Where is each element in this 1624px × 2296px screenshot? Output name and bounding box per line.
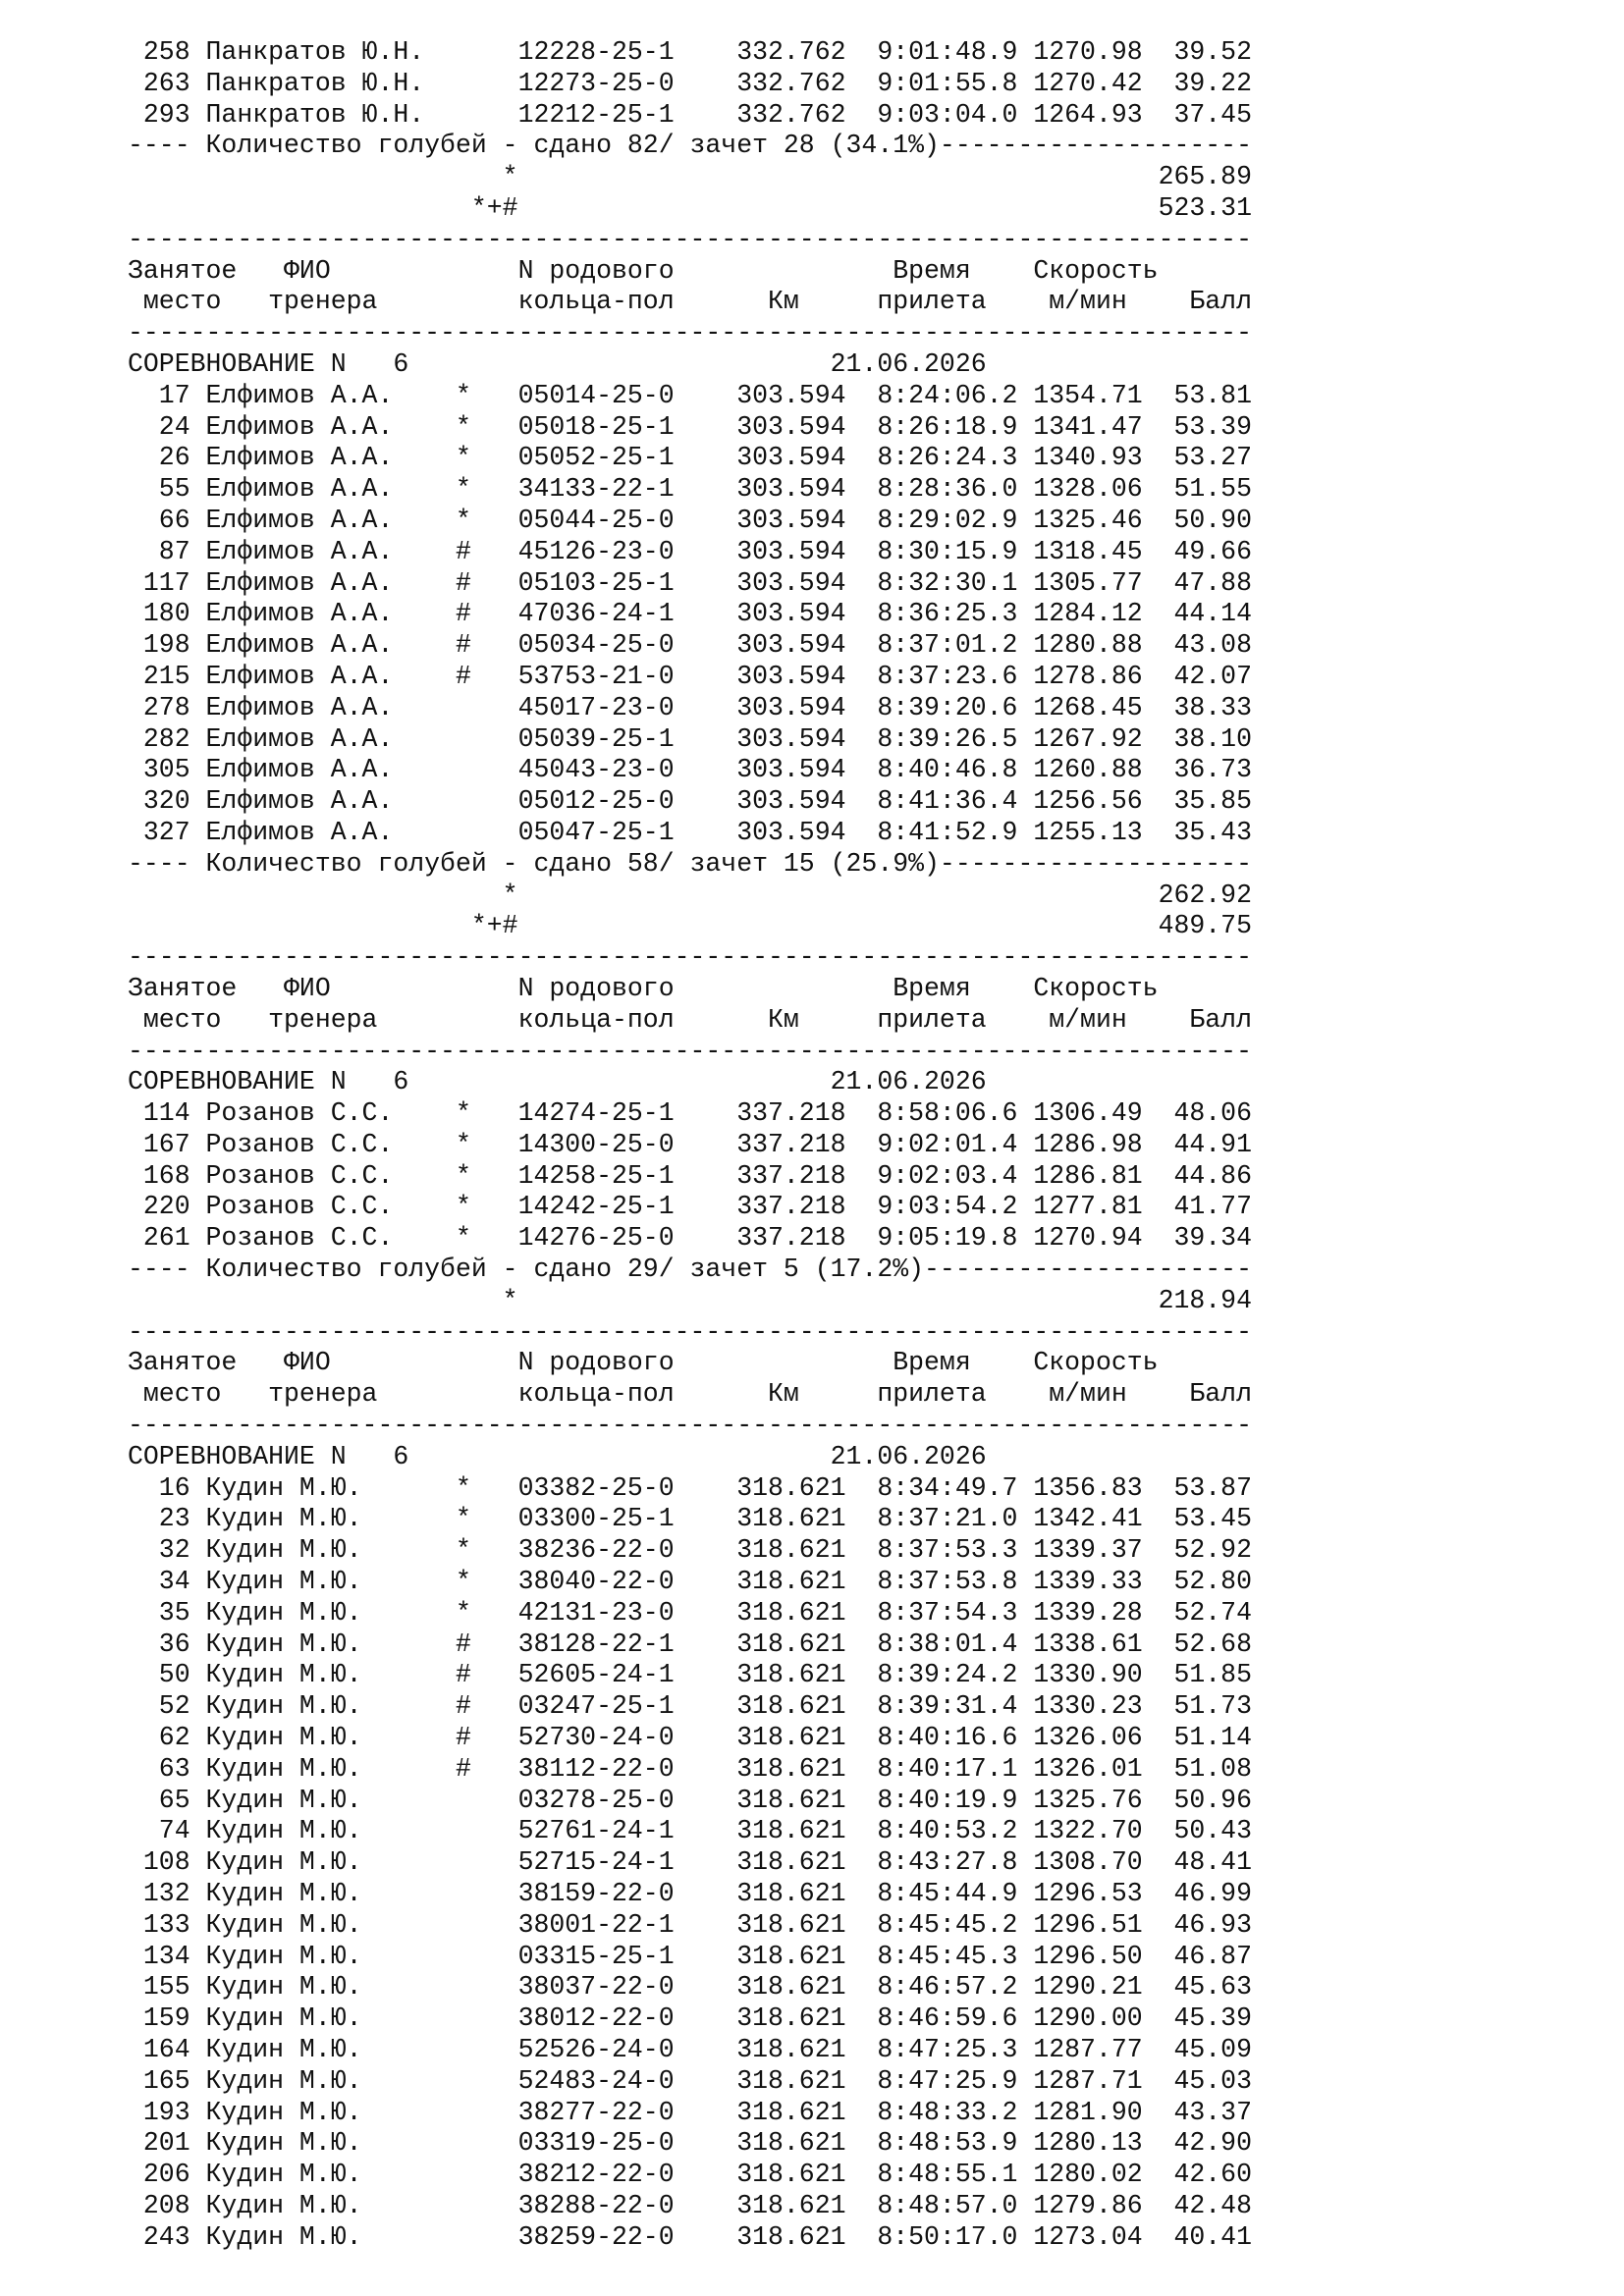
column-header-line: Занятое ФИО N родового Время Скорость (128, 1348, 1159, 1378)
result-row: 206 Кудин М.Ю. 38212-22-0 318.621 8:48:55.1 1280.02 42.60 (128, 2160, 1252, 2190)
result-row: 23 Кудин М.Ю. * 03300-25-1 318.621 8:37:21.0 1342.41 53.45 (128, 1504, 1252, 1534)
printout-page (128, 37, 1252, 2254)
result-row: 32 Кудин М.Ю. * 38236-22-0 318.621 8:37:53.3 1339.37 52.92 (128, 1535, 1252, 1566)
result-row: 87 Елфимов А.А. # 45126-23-0 303.594 8:30:15.9 1318.45 49.66 (128, 536, 1252, 566)
total-line: *+# 523.31 (128, 192, 1252, 223)
result-row: 208 Кудин М.Ю. 38288-22-0 318.621 8:48:57.0 1279.86 42.48 (128, 2190, 1252, 2220)
separator-line: ------------------------------------------------------------------------ (128, 224, 1252, 254)
result-row: 215 Елфимов А.А. # 53753-21-0 303.594 8:37:23.6 1278.86 42.07 (128, 661, 1252, 691)
separator-line: ------------------------------------------------------------------------ (128, 318, 1252, 348)
result-row: 52 Кудин М.Ю. # 03247-25-1 318.621 8:39:31.4 1330.23 51.73 (128, 1691, 1252, 1722)
result-row: 320 Елфимов А.А. 05012-25-0 303.594 8:41:36.4 1256.56 35.85 (128, 786, 1252, 817)
result-row: 132 Кудин М.Ю. 38159-22-0 318.621 8:45:44.9 1296.53 46.99 (128, 1879, 1252, 1909)
result-row: 63 Кудин М.Ю. # 38112-22-0 318.621 8:40:17.1 1326.01 51.08 (128, 1753, 1252, 1784)
result-row: 155 Кудин М.Ю. 38037-22-0 318.621 8:46:57.2 1290.21 45.63 (128, 1972, 1252, 2002)
result-row: 26 Елфимов А.А. * 05052-25-1 303.594 8:26:24.3 1340.93 53.27 (128, 443, 1252, 473)
total-line: *+# 489.75 (128, 911, 1252, 941)
total-line: * 265.89 (128, 162, 1252, 192)
summary-line: ---- Количество голубей - сдано 29/ зачет 5 (17.2%)--------------------- (128, 1255, 1252, 1285)
total-line: * 262.92 (128, 880, 1252, 910)
result-row: 36 Кудин М.Ю. # 38128-22-1 318.621 8:38:01.4 1338.61 52.68 (128, 1629, 1252, 1659)
column-header-line: место тренера кольца-пол Км прилета м/мин Балл (128, 287, 1252, 317)
result-row: 117 Елфимов А.А. # 05103-25-1 303.594 8:32:30.1 1305.77 47.88 (128, 567, 1252, 598)
result-row: 278 Елфимов А.А. 45017-23-0 303.594 8:39:20.6 1268.45 38.33 (128, 692, 1252, 722)
competition-line: СОРЕВНОВАНИЕ N 6 21.06.2026 (128, 1441, 987, 1471)
result-row: 74 Кудин М.Ю. 52761-24-1 318.621 8:40:53.2 1322.70 50.43 (128, 1816, 1252, 1846)
result-row: 66 Елфимов А.А. * 05044-25-0 303.594 8:29:02.9 1325.46 50.90 (128, 505, 1252, 535)
result-row: 164 Кудин М.Ю. 52526-24-0 318.621 8:47:25.3 1287.77 45.09 (128, 2035, 1252, 2064)
result-row: 114 Розанов С.С. * 14274-25-1 337.218 8:58:06.6 1306.49 48.06 (128, 1098, 1252, 1129)
column-header-line: Занятое ФИО N родового Время Скорость (128, 255, 1159, 286)
result-row: 263 Панкратов Ю.Н. 12273-25-0 332.762 9:01:55.8 1270.42 39.22 (128, 68, 1252, 98)
result-row: 305 Елфимов А.А. 45043-23-0 303.594 8:40:46.8 1260.88 36.73 (128, 755, 1252, 785)
summary-line: ---- Количество голубей - сдано 58/ зачет 15 (25.9%)-------------------- (128, 848, 1252, 879)
total-line: * 218.94 (128, 1285, 1252, 1315)
column-header-line: место тренера кольца-пол Км прилета м/мин Балл (128, 1379, 1252, 1410)
competition-line: СОРЕВНОВАНИЕ N 6 21.06.2026 (128, 1067, 987, 1097)
result-row: 134 Кудин М.Ю. 03315-25-1 318.621 8:45:45.3 1296.50 46.87 (128, 1941, 1252, 1971)
result-row: 65 Кудин М.Ю. 03278-25-0 318.621 8:40:19.9 1325.76 50.96 (128, 1785, 1252, 1815)
result-row: 293 Панкратов Ю.Н. 12212-25-1 332.762 9:03:04.0 1264.93 37.45 (128, 99, 1252, 130)
result-row: 193 Кудин М.Ю. 38277-22-0 318.621 8:48:33.2 1281.90 43.37 (128, 2097, 1252, 2127)
competition-line: СОРЕВНОВАНИЕ N 6 21.06.2026 (128, 348, 987, 379)
result-row: 17 Елфимов А.А. * 05014-25-0 303.594 8:24:06.2 1354.71 53.81 (128, 380, 1252, 410)
result-row: 198 Елфимов А.А. # 05034-25-0 303.594 8:37:01.2 1280.88 43.08 (128, 630, 1252, 661)
result-row: 180 Елфимов А.А. # 47036-24-1 303.594 8:36:25.3 1284.12 44.14 (128, 599, 1252, 629)
result-row: 168 Розанов С.С. * 14258-25-1 337.218 9:02:03.4 1286.81 44.86 (128, 1160, 1252, 1191)
summary-line: ---- Количество голубей - сдано 82/ зачет 28 (34.1%)-------------------- (128, 131, 1252, 161)
result-row: 165 Кудин М.Ю. 52483-24-0 318.621 8:47:25.9 1287.71 45.03 (128, 2065, 1252, 2096)
result-row: 62 Кудин М.Ю. # 52730-24-0 318.621 8:40:16.6 1326.06 51.14 (128, 1723, 1252, 1753)
result-row: 35 Кудин М.Ю. * 42131-23-0 318.621 8:37:54.3 1339.28 52.74 (128, 1597, 1252, 1628)
result-row: 16 Кудин М.Ю. * 03382-25-0 318.621 8:34:49.7 1356.83 53.87 (128, 1472, 1252, 1503)
result-row: 258 Панкратов Ю.Н. 12228-25-1 332.762 9:01:48.9 1270.98 39.52 (128, 37, 1252, 67)
result-row: 24 Елфимов А.А. * 05018-25-1 303.594 8:26:18.9 1341.47 53.39 (128, 411, 1252, 442)
result-row: 282 Елфимов А.А. 05039-25-1 303.594 8:39:26.5 1267.92 38.10 (128, 723, 1252, 754)
result-row: 261 Розанов С.С. * 14276-25-0 337.218 9:05:19.8 1270.94 39.34 (128, 1223, 1252, 1254)
separator-line: ------------------------------------------------------------------------ (128, 1316, 1252, 1347)
result-row: 220 Розанов С.С. * 14242-25-1 337.218 9:03:54.2 1277.81 41.77 (128, 1192, 1252, 1222)
separator-line: ------------------------------------------------------------------------ (128, 1411, 1252, 1441)
result-row: 243 Кудин М.Ю. 38259-22-0 318.621 8:50:17.0 1273.04 40.41 (128, 2221, 1252, 2252)
separator-line: ------------------------------------------------------------------------ (128, 942, 1252, 973)
result-row: 327 Елфимов А.А. 05047-25-1 303.594 8:41:52.9 1255.13 35.43 (128, 817, 1252, 847)
result-row: 159 Кудин М.Ю. 38012-22-0 318.621 8:46:59.6 1290.00 45.39 (128, 2003, 1252, 2034)
column-header-line: место тренера кольца-пол Км прилета м/мин Балл (128, 1004, 1252, 1035)
result-row: 167 Розанов С.С. * 14300-25-0 337.218 9:02:01.4 1286.98 44.91 (128, 1129, 1252, 1159)
result-row: 108 Кудин М.Ю. 52715-24-1 318.621 8:43:27.8 1308.70 48.41 (128, 1847, 1252, 1878)
result-row: 50 Кудин М.Ю. # 52605-24-1 318.621 8:39:24.2 1330.90 51.85 (128, 1660, 1252, 1690)
result-row: 34 Кудин М.Ю. * 38040-22-0 318.621 8:37:53.8 1339.33 52.80 (128, 1567, 1252, 1597)
separator-line: ------------------------------------------------------------------------ (128, 1036, 1252, 1066)
result-row: 55 Елфимов А.А. * 34133-22-1 303.594 8:28:36.0 1328.06 51.55 (128, 474, 1252, 505)
result-row: 133 Кудин М.Ю. 38001-22-1 318.621 8:45:45.2 1296.51 46.93 (128, 1909, 1252, 1940)
result-row: 201 Кудин М.Ю. 03319-25-0 318.621 8:48:53.9 1280.13 42.90 (128, 2128, 1252, 2159)
column-header-line: Занятое ФИО N родового Время Скорость (128, 973, 1159, 1003)
